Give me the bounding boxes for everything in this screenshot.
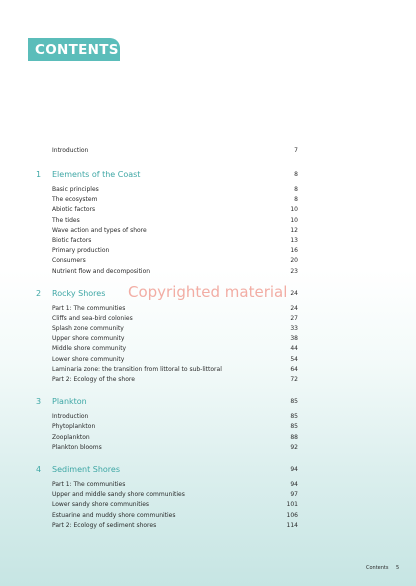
section-page: 24	[290, 289, 298, 297]
toc-intro-row[interactable]	[36, 146, 298, 156]
toc-entry-title: Laminaria zone: the transition from littoral to sub-littoral	[52, 365, 222, 373]
toc-entry[interactable]	[36, 422, 298, 432]
toc-entry-title: The tides	[52, 216, 80, 224]
copyright-watermark: Copyrighted material	[128, 283, 288, 301]
toc-entry-title: Nutrient flow and decomposition	[52, 267, 151, 275]
section-page: 8	[294, 171, 298, 178]
toc-entry[interactable]	[36, 246, 298, 256]
toc-entry-page: 64	[290, 365, 298, 373]
toc-entry[interactable]	[36, 267, 298, 277]
toc-entry[interactable]	[36, 195, 298, 205]
toc-entry-page: 88	[290, 433, 298, 441]
toc-entry-title: Part 1: The communities	[52, 304, 126, 312]
toc-entry[interactable]	[36, 314, 298, 324]
toc-entry[interactable]	[36, 344, 298, 354]
toc-entry-title: The ecosystem	[52, 196, 98, 204]
footer-label: Contents	[366, 565, 389, 571]
toc-entry-title: Lower sandy shore communities	[52, 501, 150, 509]
toc-entry[interactable]	[36, 324, 298, 334]
toc-entry-title: Cliffs and sea-bird colonies	[52, 314, 133, 322]
toc-entry-page: 72	[290, 376, 298, 383]
toc-section-heading[interactable]	[36, 465, 298, 477]
toc-entry[interactable]	[36, 355, 298, 365]
toc-entry-title: Upper shore community	[52, 335, 125, 343]
toc-entry-page: 12	[290, 226, 298, 234]
section-page: 85	[290, 398, 298, 406]
contents-title: CONTENTS	[35, 41, 119, 58]
toc-entry-page: 97	[290, 491, 298, 499]
toc-entry-title: Plankton blooms	[52, 443, 102, 451]
toc-entry[interactable]	[36, 490, 298, 500]
toc-entry[interactable]	[36, 412, 298, 422]
toc-entry-page: 114	[286, 521, 298, 529]
toc-entry-title: Primary production	[52, 247, 110, 255]
toc-entry-page: 8	[294, 196, 298, 204]
toc-entry-page: 85	[290, 423, 298, 431]
toc-entry[interactable]	[36, 205, 298, 215]
toc-entry[interactable]	[36, 480, 298, 490]
toc-entry-page: 24	[290, 304, 298, 312]
toc-entry-page: 8	[294, 186, 298, 193]
toc-entry[interactable]	[36, 365, 298, 375]
toc-section	[36, 289, 298, 386]
toc-entry-title: Estuarine and muddy shore communities	[52, 511, 176, 519]
toc-entry[interactable]	[36, 236, 298, 246]
toc-entry[interactable]	[36, 443, 298, 453]
toc-entry-page: 85	[290, 413, 298, 421]
toc-entry[interactable]	[36, 500, 298, 510]
toc-entry[interactable]	[36, 521, 298, 531]
contents-banner	[28, 38, 120, 61]
toc-entry[interactable]	[36, 375, 298, 385]
toc-section-heading[interactable]	[36, 397, 298, 409]
toc-entry[interactable]	[36, 334, 298, 344]
section-number: 1	[36, 170, 42, 179]
toc-entry-page: 94	[290, 480, 298, 488]
toc-section	[36, 397, 298, 453]
toc-intro-page: 7	[294, 147, 298, 154]
toc-entry[interactable]	[36, 216, 298, 226]
toc-entry-title: Middle shore community	[52, 345, 127, 353]
toc-entry-title: Zooplankton	[52, 433, 90, 441]
toc-entry-page: 27	[290, 314, 298, 322]
toc-entry-page: 101	[286, 501, 298, 509]
toc-entry-page: 106	[286, 511, 298, 519]
section-page: 94	[290, 465, 298, 473]
toc-entry-title: Wave action and types of shore	[52, 226, 147, 234]
toc-entry-page: 38	[290, 335, 298, 343]
section-title: Plankton	[52, 397, 87, 407]
section-title: Sediment Shores	[52, 464, 121, 474]
toc-entry[interactable]	[36, 304, 298, 314]
toc-entry[interactable]	[36, 256, 298, 266]
toc-entry[interactable]	[36, 226, 298, 236]
toc-entry-page: 16	[290, 247, 298, 255]
toc-entry-title: Part 2: Ecology of sediment shores	[52, 521, 157, 529]
toc-entry-title: Lower shore community	[52, 355, 125, 363]
toc-intro-title: Introduction	[52, 147, 89, 154]
toc-entry[interactable]	[36, 511, 298, 521]
toc-entry-title: Basic principles	[52, 186, 99, 193]
toc-entry[interactable]	[36, 433, 298, 443]
toc-entry-title: Introduction	[52, 413, 89, 421]
toc-entry-page: 54	[290, 355, 298, 363]
toc-entry-page: 44	[290, 345, 298, 353]
section-title: Elements of the Coast	[52, 170, 141, 179]
toc-section	[36, 465, 298, 531]
toc-entry-title: Part 2: Ecology of the shore	[52, 376, 135, 383]
toc-entry-title: Abiotic factors	[52, 206, 96, 214]
footer-page-number: 5	[396, 565, 400, 571]
toc-entry-page: 33	[290, 325, 298, 333]
toc-sections	[36, 170, 298, 531]
toc-entry-page: 10	[290, 216, 298, 224]
toc-entry-page: 20	[290, 257, 298, 265]
toc-entry-title: Consumers	[52, 257, 86, 265]
section-number: 4	[36, 464, 42, 474]
toc-entry[interactable]	[36, 185, 298, 195]
toc-entry-title: Part 1: The communities	[52, 480, 126, 488]
section-number: 2	[36, 288, 42, 298]
toc-entry-title: Splash zone community	[52, 325, 124, 333]
toc-entry-page: 92	[290, 443, 298, 451]
section-title: Rocky Shores	[52, 288, 106, 298]
toc-section-heading[interactable]	[36, 170, 298, 182]
table-of-contents	[36, 146, 298, 543]
toc-entry-page: 10	[290, 206, 298, 214]
toc-entry-title: Phytoplankton	[52, 423, 96, 431]
toc-entry-page: 13	[290, 236, 298, 244]
toc-entry-page: 23	[290, 267, 298, 275]
toc-entry-title: Biotic factors	[52, 236, 92, 244]
toc-section	[36, 170, 298, 277]
toc-entry-title: Upper and middle sandy shore communities	[52, 491, 185, 499]
section-number: 3	[36, 397, 42, 407]
